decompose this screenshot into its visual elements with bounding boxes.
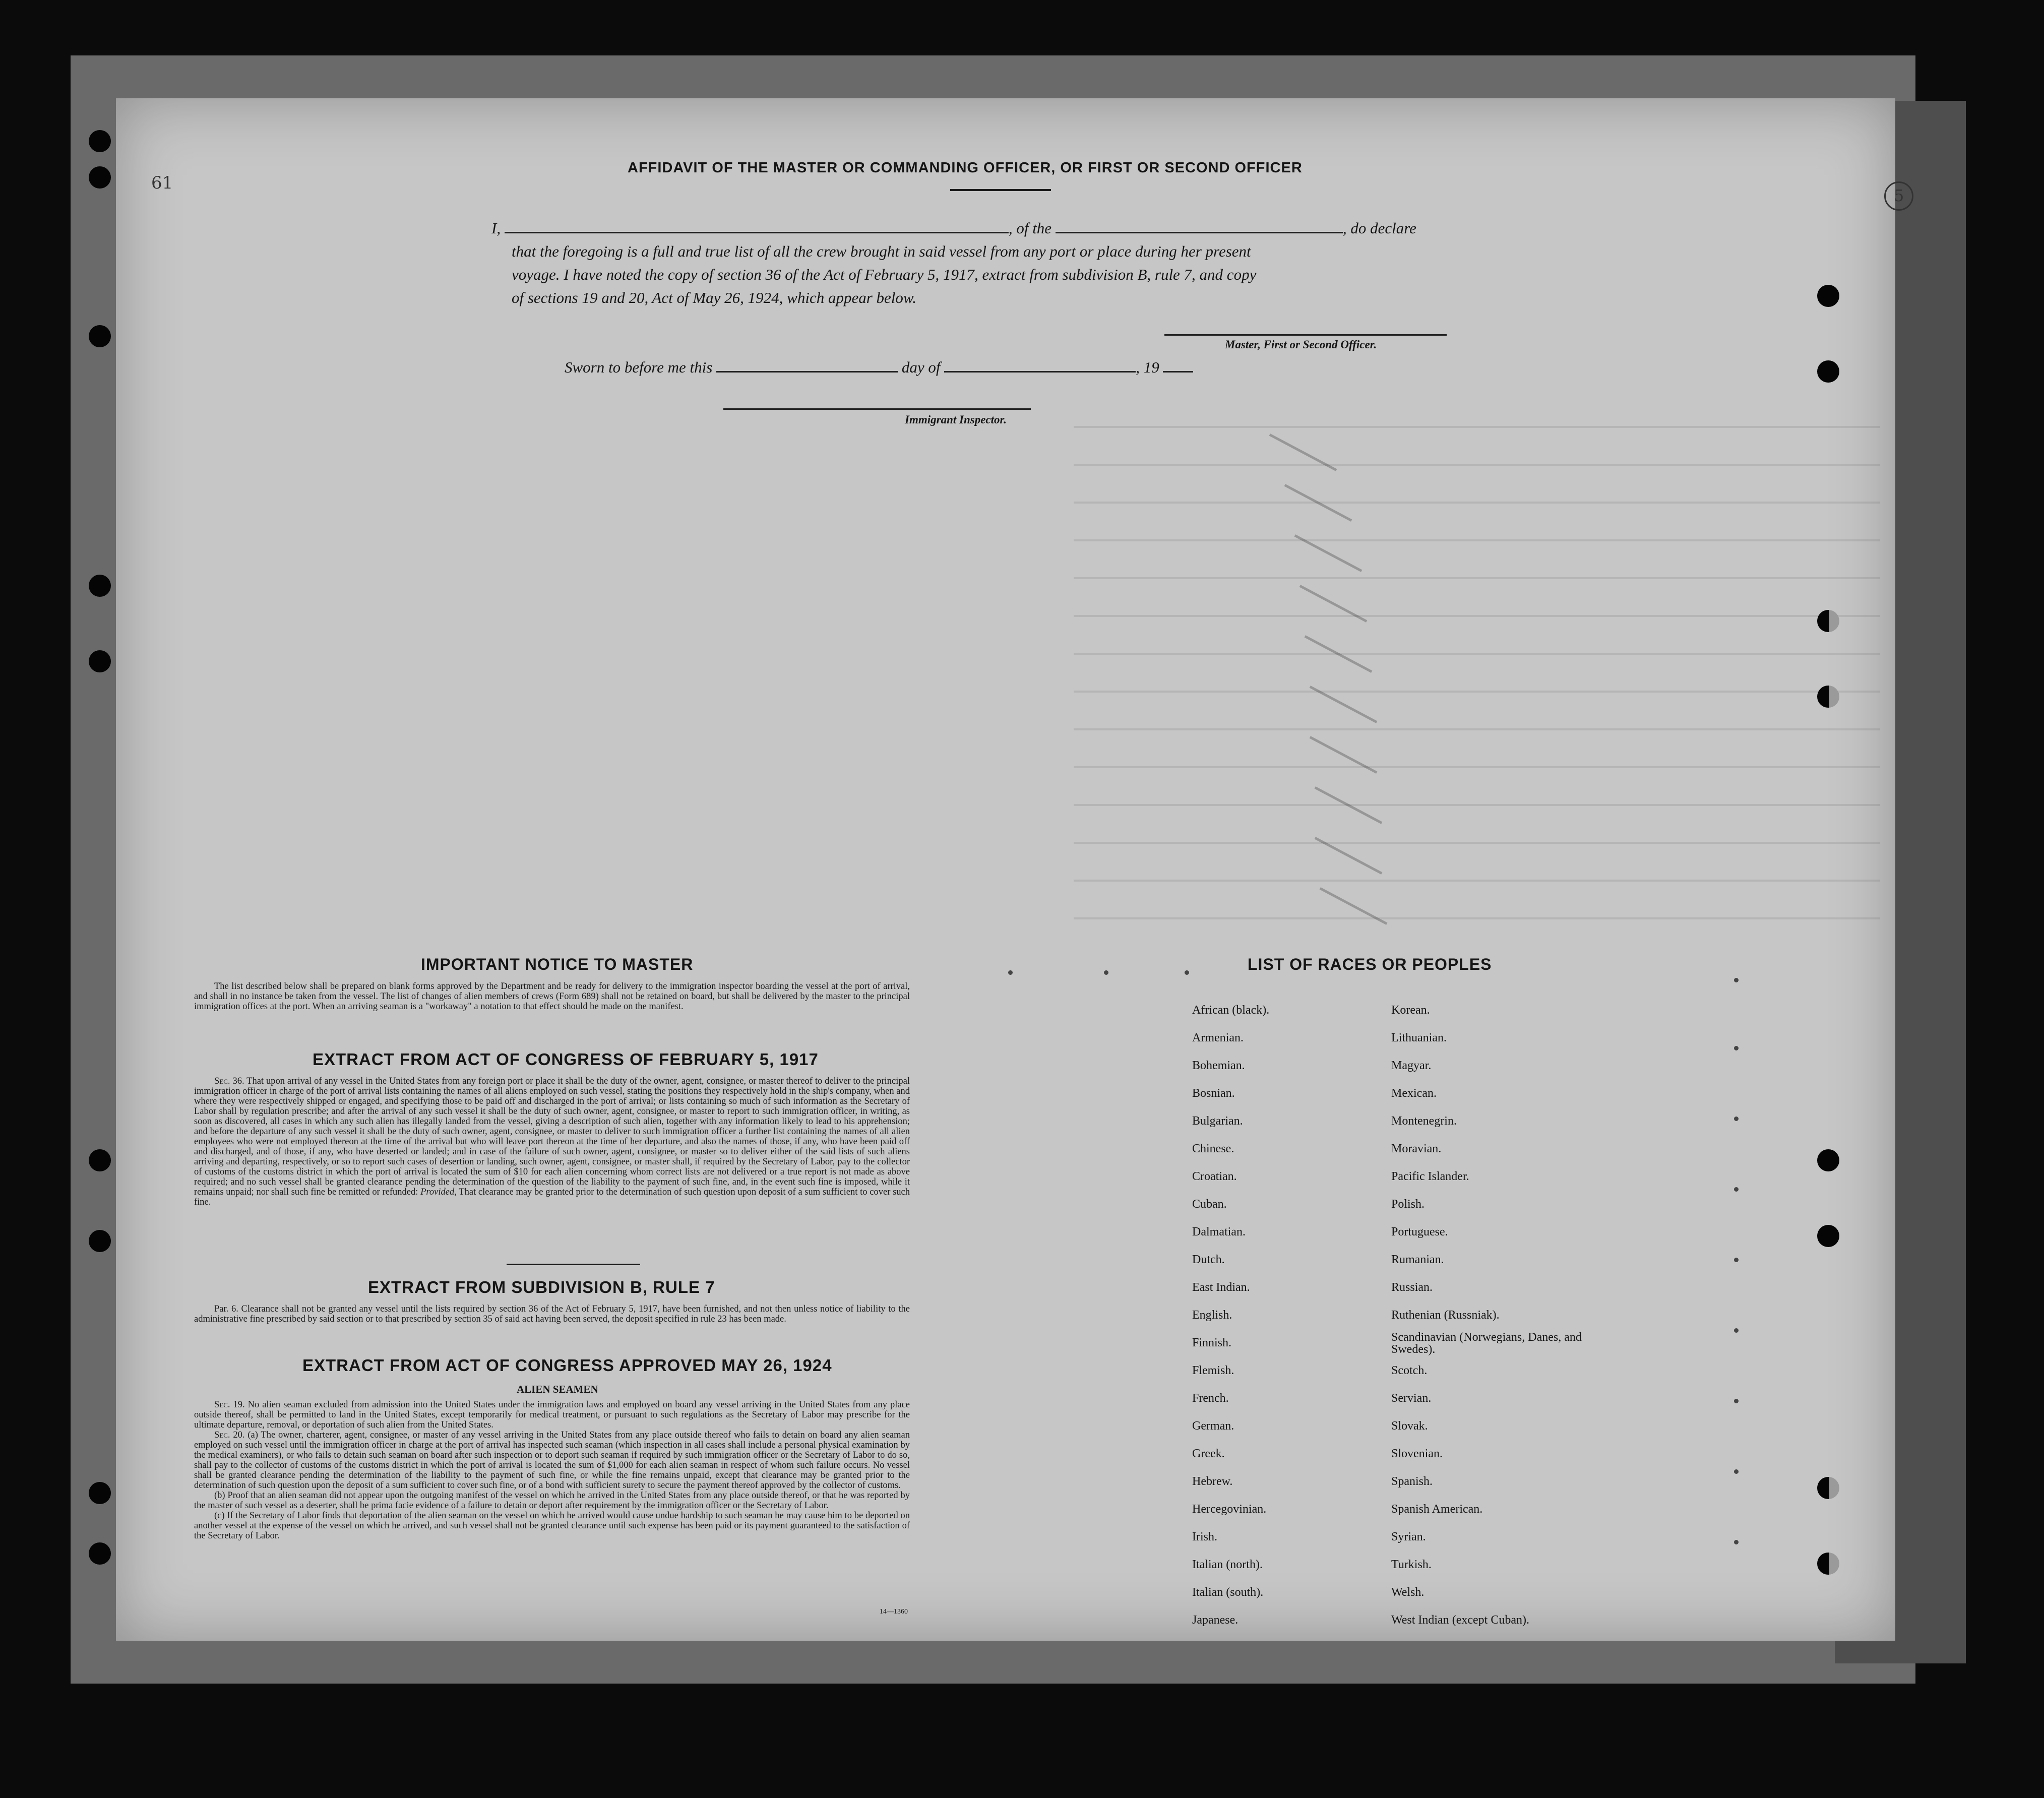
race-item: Pacific Islander. (1391, 1170, 1469, 1183)
binder-hole (89, 1230, 111, 1252)
inspector-signature-line[interactable] (723, 408, 1031, 410)
title-rule (950, 189, 1051, 191)
bleed-dot (1734, 1328, 1739, 1333)
bleed-through-row (1074, 766, 1880, 768)
section-rule (507, 1264, 640, 1265)
bleed-through-row (1074, 842, 1880, 844)
bleed-dot (1734, 1469, 1739, 1474)
race-item: Rumanian. (1391, 1253, 1444, 1266)
sworn-year-blank[interactable] (1163, 359, 1193, 373)
race-item: Mexican. (1391, 1087, 1437, 1100)
bleed-dot (1734, 1187, 1739, 1192)
race-item: Bosnian. (1192, 1087, 1235, 1100)
binder-hole (89, 166, 111, 189)
race-item: Dutch. (1192, 1253, 1225, 1266)
bleed-dot (1734, 1540, 1739, 1544)
binder-hole (1817, 1477, 1839, 1499)
race-item: Slovenian. (1391, 1447, 1443, 1460)
form-number: 14—1360 (880, 1608, 908, 1616)
rule7-text: Par. 6. Clearance shall not be granted any vessel until the lists required by section 36 of the Act of February 5, 1917, have been furnished, and not then unless notice of liability to the administrative fine prescribed by said section or to that prescribed by section 35 of said act having been served, the deposit specified in rule 23 has been made. (194, 1304, 910, 1324)
margin-circle-number: 5 (1893, 186, 1904, 205)
race-item: Polish. (1391, 1198, 1425, 1211)
bleed-dot (1734, 978, 1739, 982)
race-item: Slovak. (1391, 1419, 1428, 1433)
affidavit-line-2: that the foregoing is a full and true list of all the crew brought in said vessel from any port or place during her present (512, 242, 1251, 260)
master-signature-line[interactable] (1164, 334, 1447, 336)
master-caption: Master, First or Second Officer. (1225, 338, 1377, 351)
bleed-dot (1734, 1046, 1739, 1050)
race-item: Scotch. (1391, 1364, 1428, 1377)
sworn-prefix: Sworn to before me this (565, 358, 713, 376)
section-19-text: No alien seaman excluded from admission into the United States under the immigration laws and employed on board any vessel arriving in the United States from any place outside thereof, shall be permitted to land in the United States, except temporarily for medical treatment, or pursuant to such regulations as the Secretary of Labor may prescribe for the ultimate departure, removal, or deportation of such alien from the United States. (194, 1400, 910, 1430)
race-item: Montenegrin. (1391, 1114, 1457, 1128)
binder-hole (89, 575, 111, 597)
vessel-blank[interactable] (1056, 220, 1343, 233)
race-item: Scandinavian (Norwegians, Danes, and Swedes). (1391, 1331, 1582, 1356)
binder-hole (89, 650, 111, 672)
race-item: Bulgarian. (1192, 1114, 1243, 1128)
race-item: Magyar. (1391, 1059, 1432, 1072)
bleed-through-row (1074, 880, 1880, 882)
section-36-text: That upon arrival of any vessel in the United States from any foreign port or place it shall be the duty of the owner, agent, consignee, or master thereof to deliver to the principal immigration officer in charge of the port of arrival lists containing the names of all aliens employed on such vessel, stating the positions they respectively hold in the ship's company, when and where they were respectively shipped or engaged, and specifying those to be paid off and discharged in the port of arrival; or lists containing so much of such information as the Secretary of Labor shall by regulation prescribe; and after the arrival of any such vessel it shall be the duty of such owner, agent, consignee, or master to report to such immigration officer, in writing, as soon as discovered, all cases in which any such alien has illegally landed from the vessel, giving a description of such alien, together with any information likely to lead to his apprehension; and before the departure of any such vessel it shall be the duty of such owner, agent, consignee, or master to deliver to such immigration officer a further list containing the names of all alien employees who were not employed thereon at the time of the arrival but who will leave port thereon at the time of her departure, and also the names of those, if any, who have been paid off and discharged, and of those, if any, who have deserted or landed; and in case of the failure of such owner, agent, consignee, or master so to deliver either of the said lists of such aliens arriving and departing, respectively, or so to report such cases of desertion or landing, such owner, agent, consignee, or master shall, if required by the Secretary of Labor, pay to the collector of customs of the customs district in which the port of arrival is located the sum of $10 for each alien concerning whom correct lists are not delivered or a true report is not made as above required; and no such vessel shall be granted clearance pending the determination of the question of the liability to the payment of such fine, and, in the event such fine is imposed, while it remains unpaid; nor shall such fine be remitted or refunded: (194, 1076, 910, 1197)
binder-hole (89, 325, 111, 347)
binder-hole (1817, 610, 1839, 632)
document-page (116, 98, 1904, 1641)
race-item: French. (1192, 1392, 1229, 1405)
section-19-label: Sec. 19. (214, 1400, 245, 1410)
race-item: Finnish. (1192, 1336, 1232, 1349)
binder-hole (1817, 686, 1839, 708)
binder-hole (89, 1542, 111, 1565)
notice-text: The list described below shall be prepared on blank forms approved by the Department and be ready for delivery to the immigration inspector boarding the vessel at the port of arrival, and shall in no instance be taken from the vessel. The list of changes of alien members of crews (Form 689) shall not be retained on board, but shall be delivered by the master to the principal immigration offices at the port. When an arriving seaman is a "workaway" a notation to that effect should be made on the manifest. (194, 981, 910, 1012)
affidavit-declare: , do declare (1342, 219, 1416, 237)
race-item: English. (1192, 1309, 1232, 1322)
sworn-day-blank[interactable] (716, 359, 898, 373)
bleed-through-row (1074, 804, 1880, 806)
bleed-through-row (1074, 653, 1880, 655)
section-20a-text: (a) The owner, charterer, agent, consignee, or master of any vessel arriving in the United States from any place outside thereof who fails to detain on board any alien seaman employed on such vessel until the immigration officer in charge at the port of arrival has inspected such seaman (which inspection in all cases shall include a personal physical examination by the medical examiners), or who fails to detain such seaman on board after such inspection or to deport such seaman if required by such immigration officer or the Secretary of Labor to do so, shall pay to the collector of customs of the customs district in which the port of arrival is located the sum of $1,000 for each alien seaman in respect of whom such failure occurs. No vessel shall be granted clearance pending the determination of the liability to the payment of such fine, or while the fine remains unpaid, except that clearance may be granted prior to the determination of such question upon the deposit of a sum sufficient to cover such fine, or of a bond with sufficient surety to secure the payment thereof approved by the collector of customs. (194, 1430, 910, 1491)
race-item: Bohemian. (1192, 1059, 1245, 1072)
section-20a (194, 1430, 910, 1491)
race-item: Hercegovinian. (1192, 1503, 1267, 1516)
race-item: Armenian. (1192, 1031, 1244, 1044)
race-item: East Indian. (1192, 1281, 1250, 1294)
bleed-through-row (1074, 577, 1880, 579)
binder-hole (89, 130, 111, 152)
extract-1917-body (194, 1076, 910, 1207)
notice-title: IMPORTANT NOTICE TO MASTER (421, 955, 694, 973)
binder-hole (89, 1149, 111, 1171)
affidavit-line-3: voyage. I have noted the copy of section 36 of the Act of February 5, 1917, extract from subdivision B, rule 7, and copy (512, 266, 1257, 283)
race-item: German. (1192, 1419, 1234, 1433)
section-20b-text: (b) Proof that an alien seaman did not appear upon the outgoing manifest of the vessel on which he arrived in the United States from any place outside thereof, or that he was reported by the master of such vessel as a deserter, shall be prima facie evidence of a failure to detain or deport after requirement by the immigration officer or the Secretary of Labor. (194, 1491, 910, 1511)
race-item: Syrian. (1391, 1530, 1426, 1543)
race-item: Italian (south). (1192, 1586, 1264, 1599)
race-item: Russian. (1391, 1281, 1433, 1294)
race-item: Korean. (1391, 1004, 1430, 1017)
bleed-dot (1008, 970, 1013, 975)
race-item: Servian. (1391, 1392, 1432, 1405)
name-blank[interactable] (505, 220, 1009, 233)
proviso-text: That clearance may be granted prior to the determination of such question upon deposit of a sum sufficient to cover such fine. (194, 1187, 910, 1207)
bleed-dot (1734, 1399, 1739, 1403)
bleed-dot (1185, 970, 1189, 975)
bleed-through-row (1074, 426, 1880, 428)
section-20-label: Sec. 20. (214, 1430, 245, 1440)
race-item: Italian (north). (1192, 1558, 1263, 1571)
race-item: Japanese. (1192, 1614, 1238, 1627)
alien-seamen-subtitle: ALIEN SEAMEN (517, 1383, 598, 1395)
proviso-label: Provided, (420, 1187, 457, 1197)
affidavit-i: I, (491, 219, 501, 237)
affidavit-of: , of the (1008, 219, 1052, 237)
race-item: Ruthenian (Russniak). (1391, 1309, 1500, 1322)
race-item: Croatian. (1192, 1170, 1237, 1183)
race-item: African (black). (1192, 1004, 1270, 1017)
race-item: Spanish. (1391, 1475, 1433, 1488)
rule7-title: EXTRACT FROM SUBDIVISION B, RULE 7 (368, 1278, 715, 1296)
sworn-month-blank[interactable] (944, 359, 1136, 373)
bleed-through-row (1074, 917, 1880, 919)
section-36-label: Sec. 36. (214, 1076, 244, 1086)
race-item: Flemish. (1192, 1364, 1234, 1377)
margin-number: 61 (151, 173, 173, 193)
inspector-caption: Immigrant Inspector. (905, 413, 1007, 426)
race-item: Greek. (1192, 1447, 1225, 1460)
sworn-line (565, 358, 1193, 377)
race-item: Moravian. (1391, 1142, 1442, 1155)
binder-hole (1817, 1225, 1839, 1247)
extract-1924-body (194, 1400, 910, 1541)
affidavit-line-4: of sections 19 and 20, Act of May 26, 1924, which appear below. (512, 289, 917, 306)
margin-circle (1884, 181, 1913, 211)
binder-hole (1817, 285, 1839, 307)
race-item: Turkish. (1391, 1558, 1432, 1571)
bleed-through-row (1074, 539, 1880, 541)
race-item: Lithuanian. (1391, 1031, 1447, 1044)
race-item: Cuban. (1192, 1198, 1227, 1211)
binder-hole (1817, 1553, 1839, 1575)
race-item: Spanish American. (1391, 1503, 1483, 1516)
affidavit-line-1 (491, 219, 1416, 237)
race-item: Irish. (1192, 1530, 1217, 1543)
section-20c-text: (c) If the Secretary of Labor finds that deportation of the alien seaman on the vessel on which he arrived would cause undue hardship to such seaman he may cause him to be deported on another vessel at the expense of the vessel on which he arrived, and such vessel shall not be granted clearance until such expense has been paid or its payment guaranteed to the satisfaction of the Secretary of Labor. (194, 1511, 910, 1541)
bleed-through-row (1074, 691, 1880, 693)
bleed-through-row (1074, 728, 1880, 730)
bleed-through-row (1074, 615, 1880, 617)
race-item: Hebrew. (1192, 1475, 1233, 1488)
sworn-day-label: day of (901, 358, 941, 376)
section-36 (194, 1076, 910, 1207)
bleed-dot (1104, 970, 1108, 975)
binder-hole (1817, 360, 1839, 383)
binder-hole (1817, 1149, 1839, 1171)
extract-1917-title: EXTRACT FROM ACT OF CONGRESS OF FEBRUARY 5, 1917 (313, 1050, 819, 1069)
bleed-dot (1734, 1117, 1739, 1121)
bleed-through-row (1074, 464, 1880, 466)
section-19 (194, 1400, 910, 1430)
race-item: West Indian (except Cuban). (1391, 1614, 1529, 1627)
races-title: LIST OF RACES OR PEOPLES (1248, 955, 1492, 973)
bleed-dot (1734, 1258, 1739, 1262)
rule7-body (194, 1304, 910, 1324)
affidavit-title: AFFIDAVIT OF THE MASTER OR COMMANDING OFFICER, OR FIRST OR SECOND OFFICER (628, 160, 1303, 176)
extract-1924-title: EXTRACT FROM ACT OF CONGRESS APPROVED MAY 26, 1924 (302, 1356, 832, 1375)
bleed-through-row (1074, 502, 1880, 504)
notice-body (194, 981, 910, 1012)
race-item: Dalmatian. (1192, 1225, 1246, 1238)
race-item: Portuguese. (1391, 1225, 1448, 1238)
binder-hole (89, 1482, 111, 1504)
race-item: Welsh. (1391, 1586, 1424, 1599)
sworn-year-label: , 19 (1136, 358, 1159, 376)
race-item: Chinese. (1192, 1142, 1234, 1155)
